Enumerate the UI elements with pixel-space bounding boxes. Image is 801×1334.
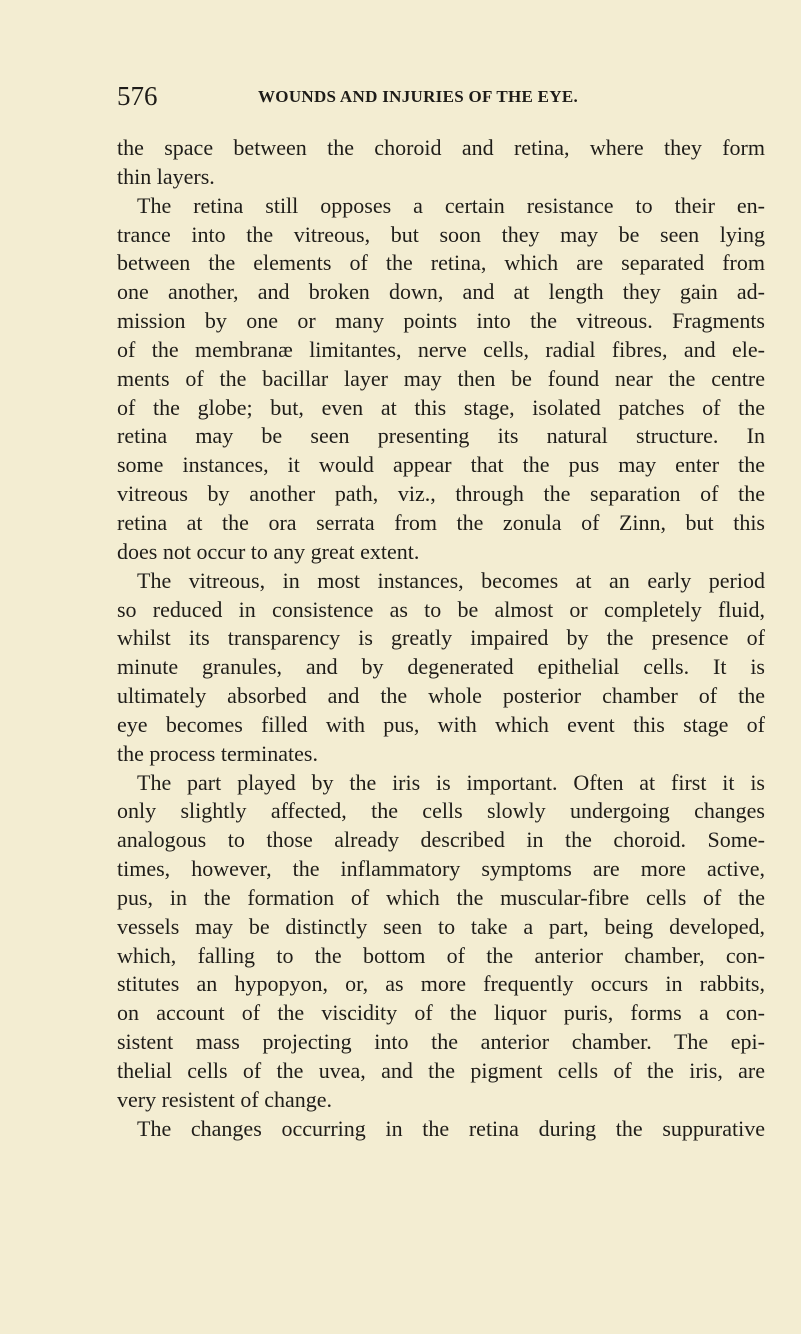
text-line: mission by one or many points into the vitreous. Fragments [117,308,765,334]
text-line: only slightly affected, the cells slowly undergoing changes [117,798,765,824]
text-line: whilst its transparency is greatly impaired by the presence of [117,625,765,651]
text-line: very resistent of change. [117,1086,333,1112]
text-line: of the membranæ limitantes, nerve cells, radial fibres, and ele- [117,336,765,362]
text-line: trance into the vitreous, but soon they may be seen lying [117,221,765,247]
page-header [117,80,757,120]
text-line: which, falling to the bottom of the anterior chamber, con- [117,942,765,968]
text-line: thin layers. [117,163,215,189]
text-line: of the globe; but, even at this stage, isolated patches of the [117,394,765,420]
text-line: vessels may be distinctly seen to take a part, being developed, [117,913,765,939]
text-line: The retina still opposes a certain resistance to their en- [137,192,765,218]
text-line: pus, in the formation of which the muscular-fibre cells of the [117,884,765,910]
text-line: between the elements of the retina, which are separated from [117,250,765,276]
text-line: retina may be seen presenting its natural structure. In [117,423,765,449]
text-line: retina at the ora serrata from the zonula of Zinn, but this [117,509,765,535]
text-line: minute granules, and by degenerated epithelial cells. It is [117,654,765,680]
text-line: the process terminates. [117,740,318,766]
text-line: The changes occurring in the retina during the suppurative [137,1115,765,1141]
text-line: the space between the choroid and retina, where they form [117,135,765,160]
text-line: thelial cells of the uvea, and the pigment cells of the iris, are [117,1058,765,1083]
text-line: on account of the viscidity of the liquor puris, forms a con- [117,1000,765,1026]
text-line: times, however, the inflammatory symptoms are more active, [117,856,765,882]
text-line: ments of the bacillar layer may then be found near the centre [117,365,765,391]
text-line: vitreous by another path, viz., through the separation of the [117,481,765,507]
text-line: eye becomes filled with pus, with which event this stage of [117,711,765,737]
running-head: WOUNDS AND INJURIES OF THE EYE. [258,87,579,106]
text-line: sistent mass projecting into the anterior chamber. The epi- [117,1029,765,1055]
text-line: so reduced in consistence as to be almost or completely fluid, [117,596,765,622]
text-line: The part played by the iris is important. Often at first it is [137,769,765,795]
text-line: The vitreous, in most instances, becomes at an early period [137,567,765,593]
body-text [117,134,765,1144]
text-line: does not occur to any great extent. [117,538,420,564]
page-number: 576 [117,81,158,111]
text-line: analogous to those already described in the choroid. Some- [117,827,765,853]
text-line: stitutes an hypopyon, or, as more frequently occurs in rabbits, [117,971,765,997]
text-line: some instances, it would appear that the pus may enter the [117,452,765,478]
text-line: one another, and broken down, and at length they gain ad- [117,279,765,305]
text-line: ultimately absorbed and the whole posterior chamber of the [117,683,765,709]
